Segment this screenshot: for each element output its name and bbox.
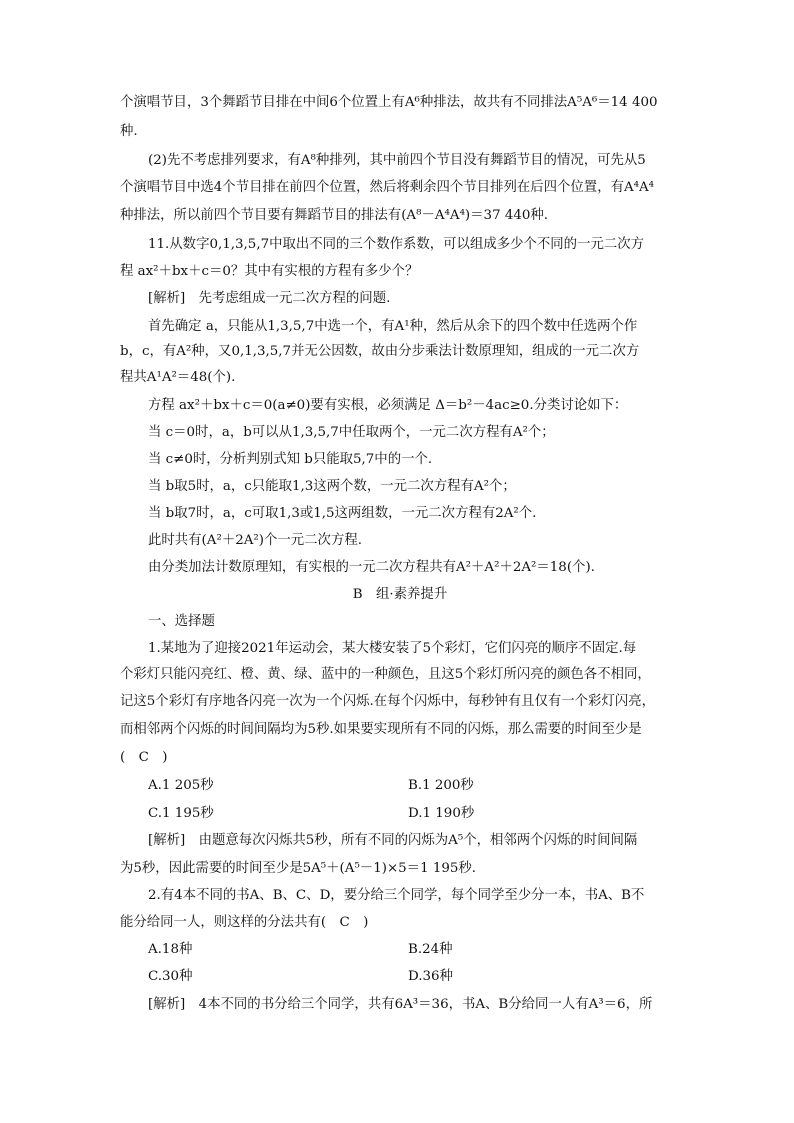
text-line: 程共A¹A²＝48(个). [120, 370, 236, 385]
text-line: 为5秒，因此需要的时间至少是5A⁵＋(A⁵－1)×5＝1 195秒. [120, 861, 477, 876]
text-line: 首先确定 a，只能从1,3,5,7中选一个，有A¹种，然后从余下的四个数中任选两个作 [148, 319, 638, 334]
text-line: 个彩灯只能闪亮红、橙、黄、绿、蓝中的一种颜色，且这5个彩灯所闪亮的颜色各不相同， [120, 667, 651, 682]
text-line: 种. [120, 124, 138, 139]
text-line: 个演唱节目，3个舞蹈节目排在中间6个位置上有A⁶种排法，故共有不同排法A⁵A⁶＝14 400 [120, 95, 658, 110]
question-1: 1.某地为了迎接2021年运动会，某大楼安装了5个彩灯，它们闪亮的顺序不固定.每 [148, 641, 637, 656]
text-line: (2)先不考虑排列要求，有A⁸种排列，其中前四个节目没有舞蹈节目的情况，可先从5 [148, 153, 646, 168]
text-line: 方程 ax²＋bx＋c＝0(a≠0)要有实根，必须满足 Δ＝b²－4ac≥0.分类讨论如下： [148, 398, 628, 413]
option-d: D.36种 [408, 969, 453, 984]
section-heading: B 组·素养提升 [352, 587, 448, 602]
text-line: 由分类加法计数原理知，有实根的一元二次方程共有A²＋A²＋2A²＝18(个). [148, 560, 595, 575]
option-b: B.24种 [408, 942, 453, 957]
text-line: 个演唱节目中选4个节目排在前四个位置，然后将剩余四个节目排列在后四个位置，有A⁴A⁴ [120, 180, 655, 195]
text-line: 当 c＝0时，a，b可以从1,3,5,7中任取两个，一元二次方程有A²个； [148, 425, 555, 440]
option-b: B.1 200秒 [408, 778, 474, 793]
text-line: 种排法，所以前四个节目要有舞蹈节目的排法有(A⁸－A⁴A⁴)＝37 440种. [120, 208, 549, 223]
option-c: C.1 195秒 [148, 806, 214, 821]
option-c: C.30种 [148, 969, 193, 984]
answer-bracket: ( C ) [120, 750, 168, 765]
option-a: A.1 205秒 [148, 778, 214, 793]
question-11: 11.从数字0,1,3,5,7中取出不同的三个数作系数，可以组成多少个不同的一元二次方 [148, 237, 645, 252]
analysis-label: [解析] 由题意每次闪烁共5秒，所有不同的闪烁为A⁵个，相邻两个闪烁的时间间隔 [148, 833, 638, 848]
analysis-label: [解析] 4本不同的书分给三个同学，共有6A³＝36，书A、B分给同一人有A³＝6，所 [148, 997, 653, 1012]
option-d: D.1 190秒 [408, 806, 475, 821]
text-line: b，c，有A²种，又0,1,3,5,7并无公因数，故由分步乘法计数原理知，组成的一元二次方 [120, 344, 640, 359]
text-line: 当 b取5时，a，c只能取1,3这两个数，一元二次方程有A²个； [148, 479, 516, 494]
text-line: 程 ax²＋bx＋c＝0？其中有实根的方程有多少个？ [120, 264, 419, 279]
subsection-heading: 一、选择题 [148, 614, 215, 629]
option-a: A.18种 [148, 942, 193, 957]
text-line: 此时共有(A²＋2A²)个一元二次方程. [148, 533, 362, 548]
text-line: 当 b取7时，a，c可取1,3或1,5这两组数，一元二次方程有2A²个. [148, 506, 537, 521]
text-line: 记这5个彩灯有序地各闪亮一次为一个闪烁.在每个闪烁中，每秒钟有且仅有一个彩灯闪亮， [120, 694, 656, 709]
text-line: 当 c≠0时，分析判别式知 b只能取5,7中的一个. [148, 452, 433, 467]
text-line: 而相邻两个闪烁的时间间隔均为5秒.如果要实现所有不同的闪烁，那么需要的时间至少是 [120, 722, 642, 737]
analysis-label: [解析] 先考虑组成一元二次方程的问题. [148, 291, 391, 306]
text-line: 能分给同一人，则这样的分法共有( C ) [120, 915, 369, 930]
question-2: 2.有4本不同的书A、B、C、D，要分给三个同学，每个同学至少分一本，书A、B不 [148, 888, 645, 903]
